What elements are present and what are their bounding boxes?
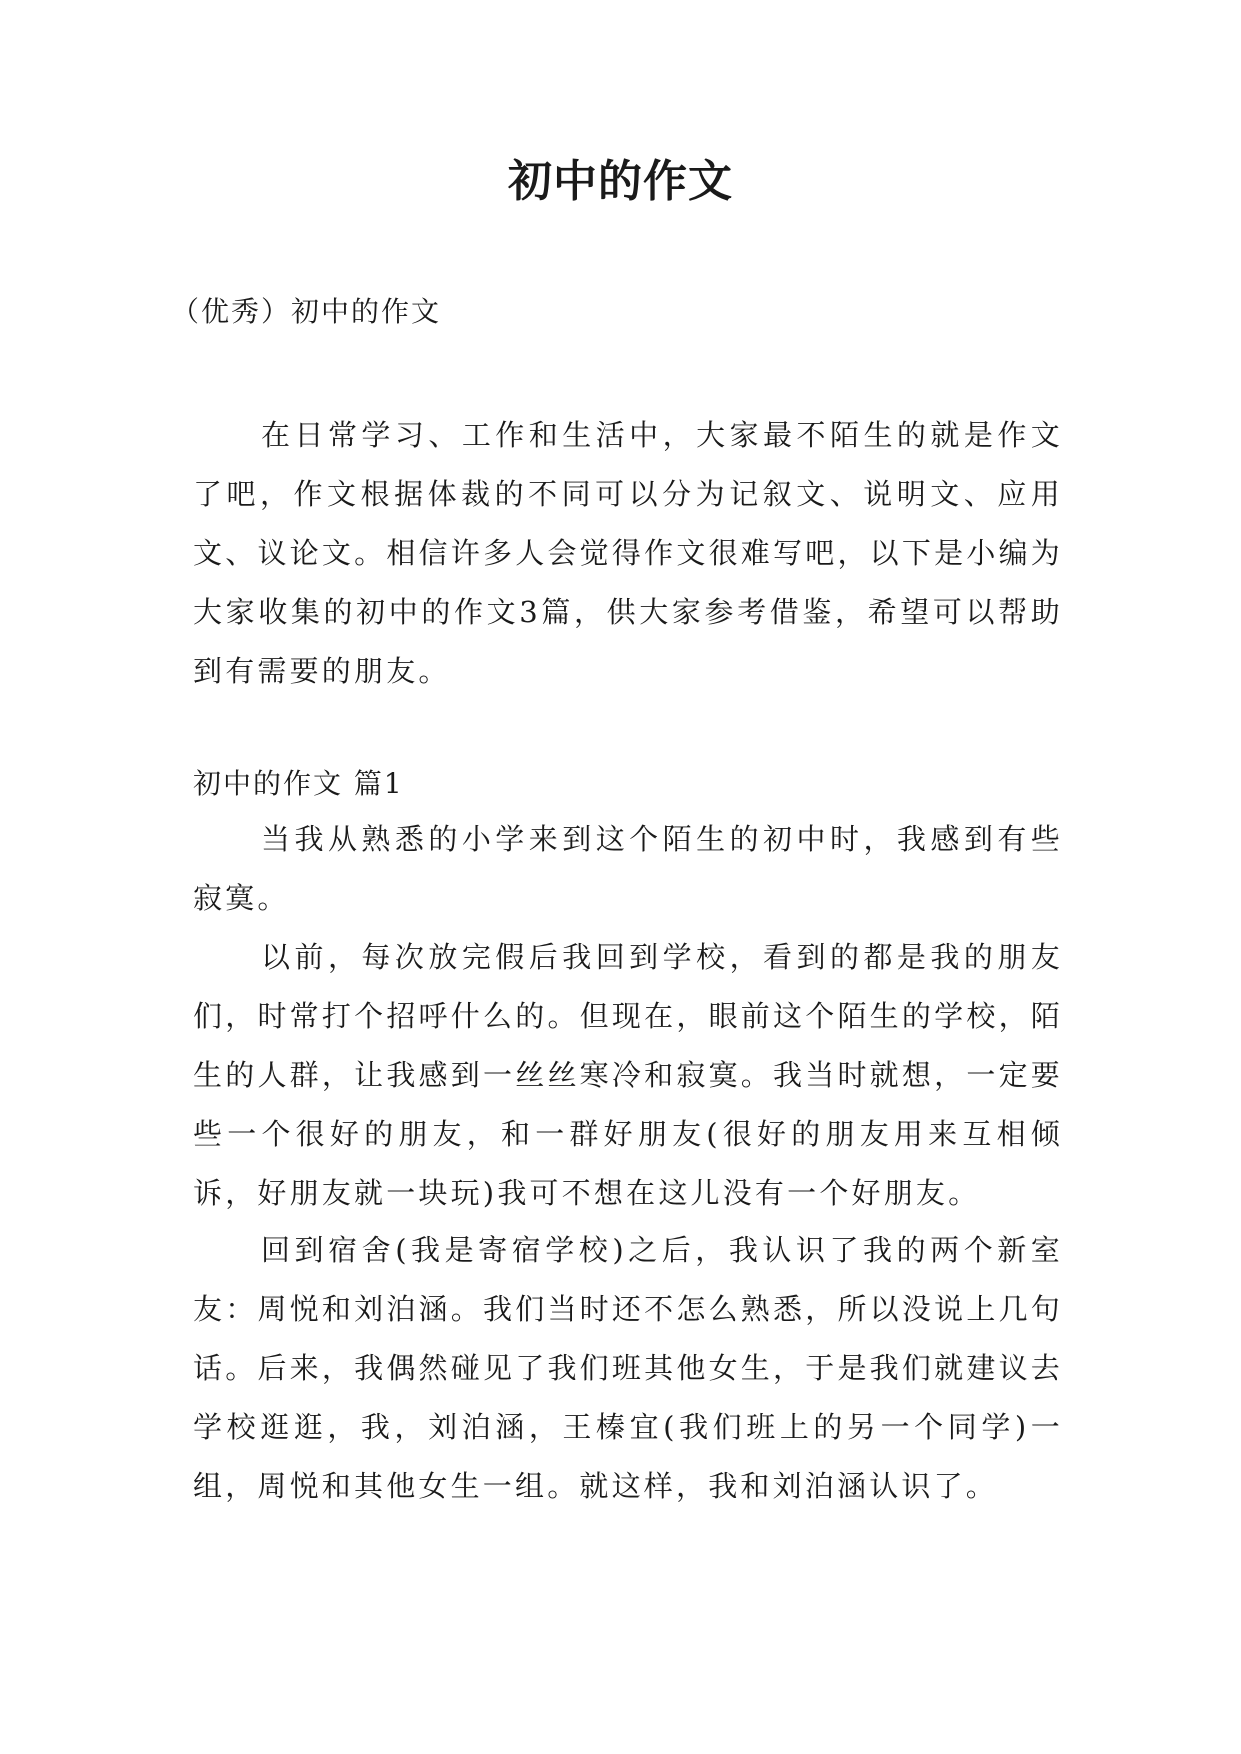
document-title: 初中的作文: [508, 156, 733, 207]
body-paragraph: 以前，每次放完假后我回到学校，看到的都是我的朋友们，时常打个招呼什么的。但现在，眼前这个陌生的学校，陌生的人群，让我感到一丝丝寒冷和寂寞。我当时就想，一定要些一个很好的朋友，和一群好朋友(很好的朋友用来互相倾诉，好朋友就一块玩)我可不想在这儿没有一个好朋友。: [193, 940, 1063, 1210]
body-paragraph: 回到宿舍(我是寄宿学校)之后，我认识了我的两个新室友：周悦和刘泊涵。我们当时还不怎么熟悉，所以没说上几句话。后来，我偶然碰见了我们班其他女生，于是我们就建议去学校逛逛，我，刘泊涵，王榛宜(我们班上的另一个同学)一组，周悦和其他女生一组。就这样，我和刘泊涵认识了。: [193, 1233, 1063, 1503]
body-paragraph: 当我从熟悉的小学来到这个陌生的初中时，我感到有些寂寞。: [193, 822, 1063, 915]
intro-paragraph: 在日常学习、工作和生活中，大家最不陌生的就是作文了吧，作文根据体裁的不同可以分为记叙文、说明文、应用文、议论文。相信许多人会觉得作文很难写吧，以下是小编为大家收集的初中的作文3篇，供大家参考借鉴，希望可以帮助到有需要的朋友。: [193, 418, 1063, 688]
document-subtitle: （优秀）初中的作文: [171, 295, 442, 328]
section-heading: 初中的作文 篇1: [193, 767, 404, 800]
